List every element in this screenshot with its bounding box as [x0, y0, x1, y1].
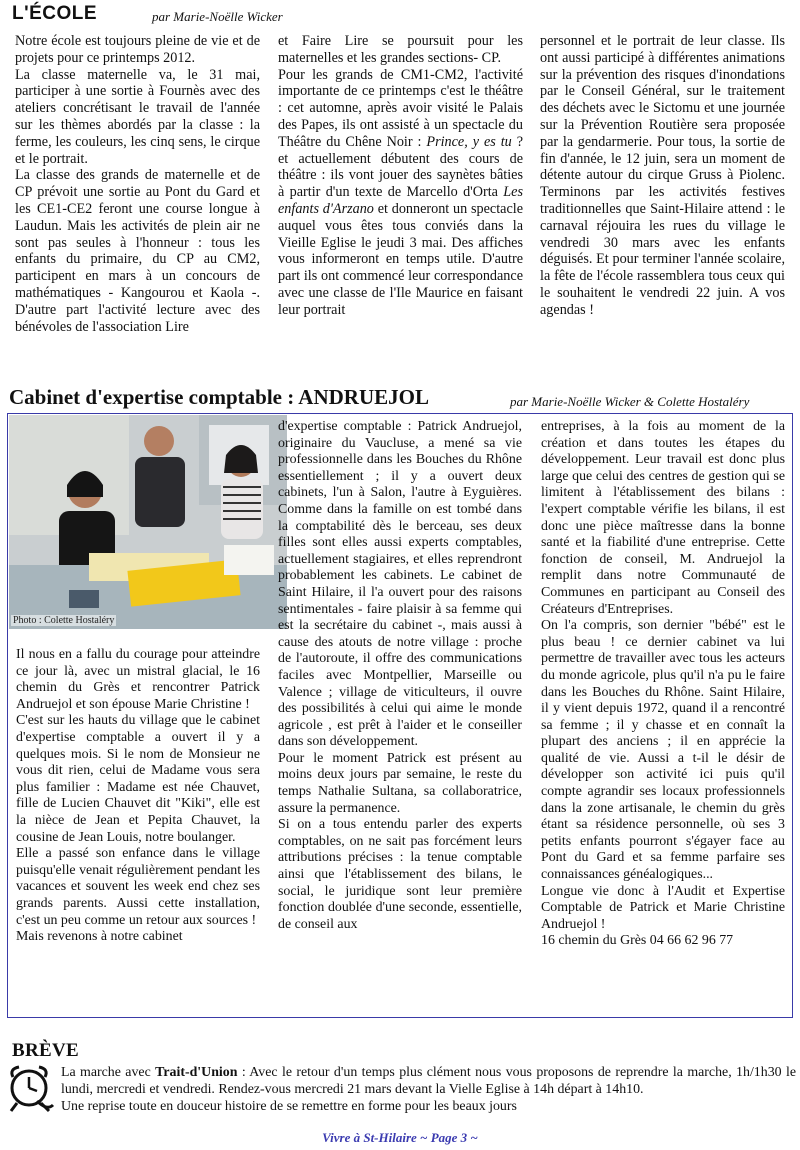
paragraph: C'est sur les hauts du village que le cabinet d'expertise comptable a ouvert il y a quelques mois. Si le nom de Monsieur ne vous dit rien, celui de Madame vous sera plus familier : Madame est née Chauvet, fille de Lucien Chauvet dit "Kiki", elle est la nièce de Jean et Pepita Chauvet, la cousine de Jean Louis, notre boulanger. — [16, 713, 260, 845]
cabinet-byline: par Marie-Noëlle Wicker & Colette Hostaléry — [510, 394, 750, 409]
ecole-column-1 — [15, 33, 260, 335]
photo-credit: Photo : Colette Hostaléry — [13, 615, 115, 626]
text-run: ? et actuellement débutent des cours de théâtre : ils vont jouer des saynètes bâties à partir d'un texte de Marcello d'Orta — [278, 133, 523, 201]
text-run: Une reprise toute en douceur histoire de se remettre en forme pour les beaux jours — [61, 1099, 517, 1114]
text-run: et donneront un spectacle auquel vous êtes tous conviés dans la Vieille Eglise le jeudi 3 mai. Des affiches vous informeront en temps utile. D'autre part ils ont commencé leur correspondance avec une classe de l'Ile Maurice en faisant leur portrait — [278, 200, 524, 318]
contact-line: 16 chemin du Grès 04 66 62 96 77 — [541, 933, 734, 949]
clock-icon — [7, 1065, 55, 1115]
paragraph: On l'a compris, son dernier "bébé" est le plus beau ! ce dernier cabinet va lui permettre de travailler avec tous les acteurs du monde agricole, plus qu'il n'a pu le faire dans les Bouches du Rhône. Saint Hilaire, il y vient depuis 1972, quand il a rencontré sa femme ; il y chasse et en connaît la plupart des anciens ; il en apprécie la qualité de vie. Aussi a t-il le désir de développer son activité ici puis qu'il compte agrandir ses locaux professionnels dans la zone artisanale, le chemin du grès étant sa résidence personnelle, où ses 3 petits enfants pourront s'égayer face au Pont du Gard et sa femme parfaire ses connaissances généalogiques... — [541, 618, 785, 883]
ecole-column-2 — [278, 33, 523, 319]
text-run: La marche avec — [61, 1065, 156, 1080]
book-title: Les enfants d'Arzano — [278, 184, 523, 217]
paragraph: Mais revenons à notre cabinet — [16, 929, 183, 945]
play-title: Prince, y es tu — [426, 133, 512, 150]
paragraph: La classe maternelle va, le 31 mai, participer à une sortie à Fournès avec des ateliers concrétisant le travail de l'année sur les thèmes abordés par la classe : la ferme, les couleurs, les cinq sens, le cirque et le portrait. — [15, 66, 260, 167]
office-photo-illustration — [9, 415, 287, 629]
paragraph — [278, 67, 523, 319]
paragraph: Elle a passé son enfance dans le village puisqu'elle venait régulièrement pendant les vacances et souvent les week end chez ses grands parents. Aussi cette installation, c'est un peu comme un retour aux sources ! — [16, 846, 260, 928]
paragraph: Il nous en a fallu du courage pour atteindre ce jour là, avec un mistral glacial, le 16 chemin du Grès et rencontrer Patrick Andruejol et son épouse Marie Christine ! — [16, 647, 260, 712]
breve-text — [61, 1064, 796, 1115]
paragraph: Longue vie donc à l'Audit et Expertise Comptable de Patrick et Marie Christine Andruejol ! — [541, 883, 785, 932]
paragraph: La classe des grands de maternelle et de CP prévoit une sortie au Pont du Gard et les CE1-CE2 feront une course longue à Laudun. Mais les activités de plein air ne sont pas seules à l'honneur : tous les enfants du primaire, du CP au CM2, participent en mars à un concours de mathématiques - Kangourou et Kaola -. D'autre part l'activité lecture avec des bénévoles de l'association Lire — [15, 167, 260, 335]
page-footer: Vivre à St-Hilaire ~ Page 3 ~ — [322, 1130, 478, 1145]
text-run: Pour les grands de CM1-CM2, l'activité importante de ce printemps c'est le théâtre : cet automne, après avoir visité le Palais des Papes, ils ont assisté à un spectacle du Théâtre du Chêne Noir : — [278, 66, 523, 150]
paragraph: Si on a tous entendu parler des experts comptables, on ne sait pas forcément leurs attributions précises : la tenue comptable ainsi que l'établissement des bilans, le social, le juridique sont leur première fonction doublée d'une seconde, essentielle, de conseil aux — [278, 817, 522, 932]
ecole-byline: par Marie-Noëlle Wicker — [152, 9, 283, 24]
paragraph: d'expertise comptable : Patrick Andruejol, originaire du Vaucluse, a mené sa vie professionnelle dans les Bouches du Rhône essentiellement ; il y a ouvert deux cabinets, l'un à Salon, l'autre à Eyguières. Comme dans la famille on est tombé dans la comptabilité dès le berceau, ses deux filles sont elles aussi experts comptables, actuellement stagiaires, et elles reprendront probablement les cabinets. Le cabinet de Saint Hilaire, il l'a ouvert pour des raisons sentimentales - faire plaisir à sa femme qui est la secrétaire du cabinet -, mais aussi à cause des atouts de notre village : proche de l'autoroute, il offre des communications faciles avec Montpellier, Marseille ou Valence ; village de viticulteurs, il ouvre des possibilités à celui qui aime le monde agricole , est prêt à l'aider et le conseiller dans son développement. — [278, 419, 522, 750]
text-run: : Avec le retour d'un temps plus clément nous vous proposons de reprendre la marche, 1h/1h30 le lundi, mercredi et vendredi. Rendez-vous mercredi 21 mars devant la Vielle Eglise à 14h départ à 14h10. — [61, 1065, 796, 1097]
breve-title: BRÈVE — [12, 1040, 79, 1061]
association-name: Trait-d'Union — [155, 1065, 238, 1080]
cabinet-column-1 — [16, 647, 260, 946]
ecole-column-3 — [540, 33, 785, 319]
cabinet-photo — [9, 415, 287, 629]
paragraph: personnel et le portrait de leur classe. Ils ont aussi participé à différentes animations sur la prévention des risques d'inondations par le Conseil Général, sur le traitement des déchets avec le Sictomu et une journée sur la Prévention Routière sera proposée par la gendarmerie. Pour tous, la sortie de fin d'année, le 12 juin, sera un moment de détente autour du cirque Gruss à Piolenc. Terminons par les activités festives traditionnelles que Saint-Hilaire attend : le carnaval réjouira les rues du village le vendredi 30 mars avec les enfants déguisés. Et pour terminer l'année scolaire, la fête de l'école rassemblera tous ceux qui le souhaitent le vendredi 22 juin. A vos agendas ! — [540, 33, 785, 318]
cabinet-column-3 — [541, 419, 785, 950]
paragraph: et Faire Lire se poursuit pour les maternelles et les grandes sections- CP. — [278, 33, 523, 66]
ecole-title: L'ÉCOLE — [12, 3, 98, 24]
paragraph: Pour le moment Patrick est présent au moins deux jours par semaine, le reste du temps Nathalie Sultana, sa collaboratrice, assure la permanence. — [278, 750, 522, 816]
paragraph: Notre école est toujours pleine de vie et de projets pour ce printemps 2012. — [15, 33, 260, 66]
cabinet-column-2 — [278, 419, 522, 933]
cabinet-title: Cabinet d'expertise comptable : ANDRUEJOL — [9, 385, 429, 409]
paragraph: entreprises, à la fois au moment de la création et dans toutes les étapes du développement. Leur travail est donc plus large que celui des centres de gestion qui se limitent à l'établissement des bilans : l'expert comptable vérifie les bilans, il est donc une pièce maîtresse dans la bonne santé et la fiabilité d'une entreprise. Cette fonction de conseil, M. Andruejol la remplit dans notre Communauté de Communes en participant au Conseil des Créateurs d'Entreprises. — [541, 419, 785, 617]
